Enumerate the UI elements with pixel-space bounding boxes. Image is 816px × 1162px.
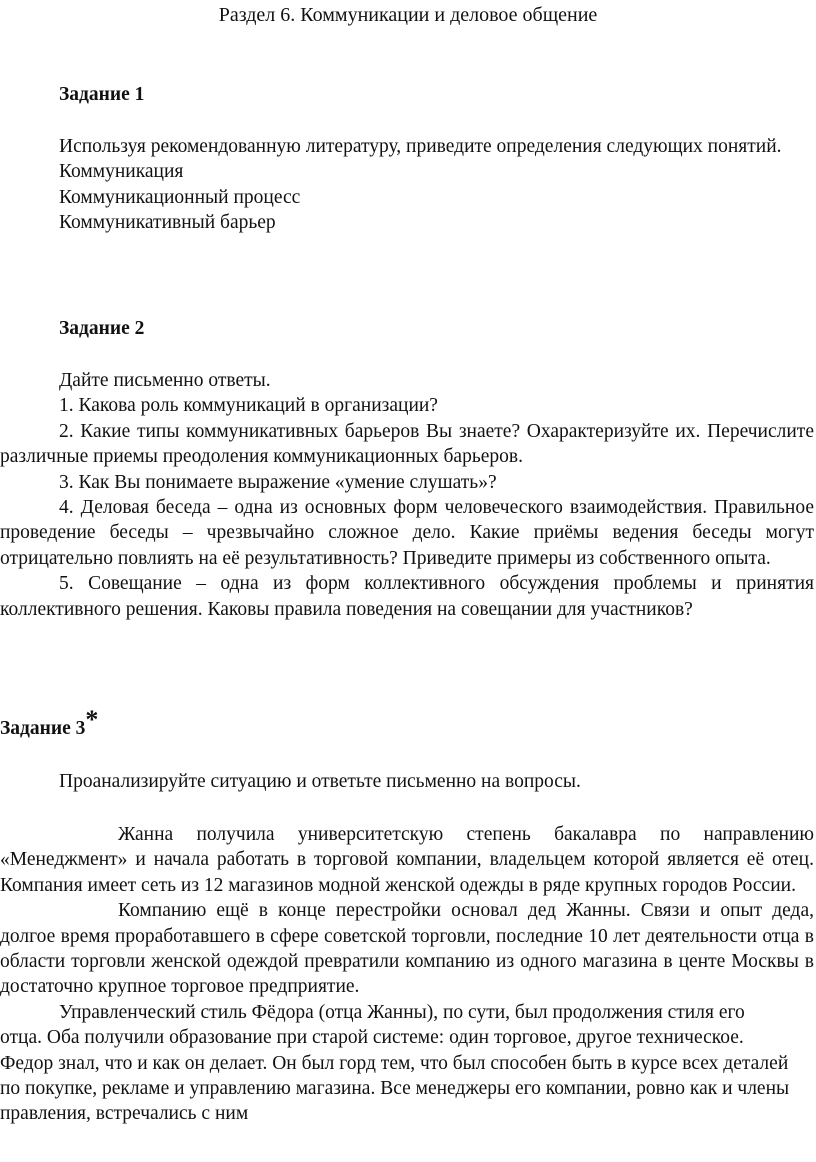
task1-term-3: Коммуникативный барьер xyxy=(59,212,276,234)
task1-title: Задание 1 xyxy=(59,84,145,105)
task2-title: Задание 2 xyxy=(59,318,145,339)
task1-term-2: Коммуникационный процесс xyxy=(59,186,301,208)
task2-question-4: 4. Деловая беседа – одна из основных форм человеческого взаимодействия. Правильное проведение беседы – чрезвычайно сложное дело. Какие приёмы ведения беседы могут отрицательно повлиять на её результативность? Приведите примеры из собственного опыта. xyxy=(0,497,814,569)
task2-body xyxy=(0,368,814,622)
task1-intro: Используя рекомендованную литературу, приведите определения следующих понятий. xyxy=(59,136,782,157)
task3-paragraph-3: Управленческий стиль Фёдора (отца Жанны), по сути, был продолжения стиля его отца. Оба получили образование при старой системе: один торговое, другое техническое. Федор знал, что и как он делает. Он был горд тем, что был способен быть в курсе всех деталей по покупке, рекламе и управлению магазина. Все менеджеры его компании, ровно как и члены правления, встречались с ним xyxy=(0,1001,790,1125)
task3-title xyxy=(0,705,99,741)
task3-body xyxy=(0,822,814,1127)
task2-question-2: 2. Какие типы коммуникативных барьеров Вы знаете? Охарактеризуйте их. Перечислите различные приемы преодоления коммуникационных барьеров. xyxy=(0,420,814,468)
task3-paragraph-1: Жанна получила университетскую степень бакалавра по направлению «Менеджмент» и начала работать в торговой компании, владельцем которой является её отец. Компания имеет сеть из 12 магазинов модной женской одежды в ряде крупных городов России. xyxy=(0,824,814,896)
task3-intro-block xyxy=(0,769,814,794)
task1-body xyxy=(0,134,814,236)
task2-intro: Дайте письменно ответы. xyxy=(59,370,271,391)
section-title: Раздел 6. Коммуникации и деловое общение xyxy=(218,4,598,26)
task3-intro: Проанализируйте ситуацию и ответьте письменно на вопросы. xyxy=(59,771,581,792)
task3-paragraph-2: Компанию ещё в конце перестройки основал дед Жанны. Связи и опыт деда, долгое время проработавшего в сфере советской торговли, последние 10 лет деятельности отца в области торговли женской одеждой превратили компанию из одного магазина в центе Москвы в достаточно крупное торговое предприятие. xyxy=(0,900,814,998)
task2-question-1: 1. Какова роль коммуникаций в организации? xyxy=(59,395,438,417)
task3-title-text: Задание 3 xyxy=(0,718,86,739)
task2-question-3: 3. Как Вы понимаете выражение «умение слушать»? xyxy=(59,471,497,493)
task3-title-mark: * xyxy=(85,705,99,734)
task1-term-1: Коммуникация xyxy=(59,161,184,183)
task2-question-5: 5. Совещание – одна из форм коллективного обсуждения проблемы и принятия коллективного решения. Каковы правила поведения на совещании для участников? xyxy=(0,573,814,620)
